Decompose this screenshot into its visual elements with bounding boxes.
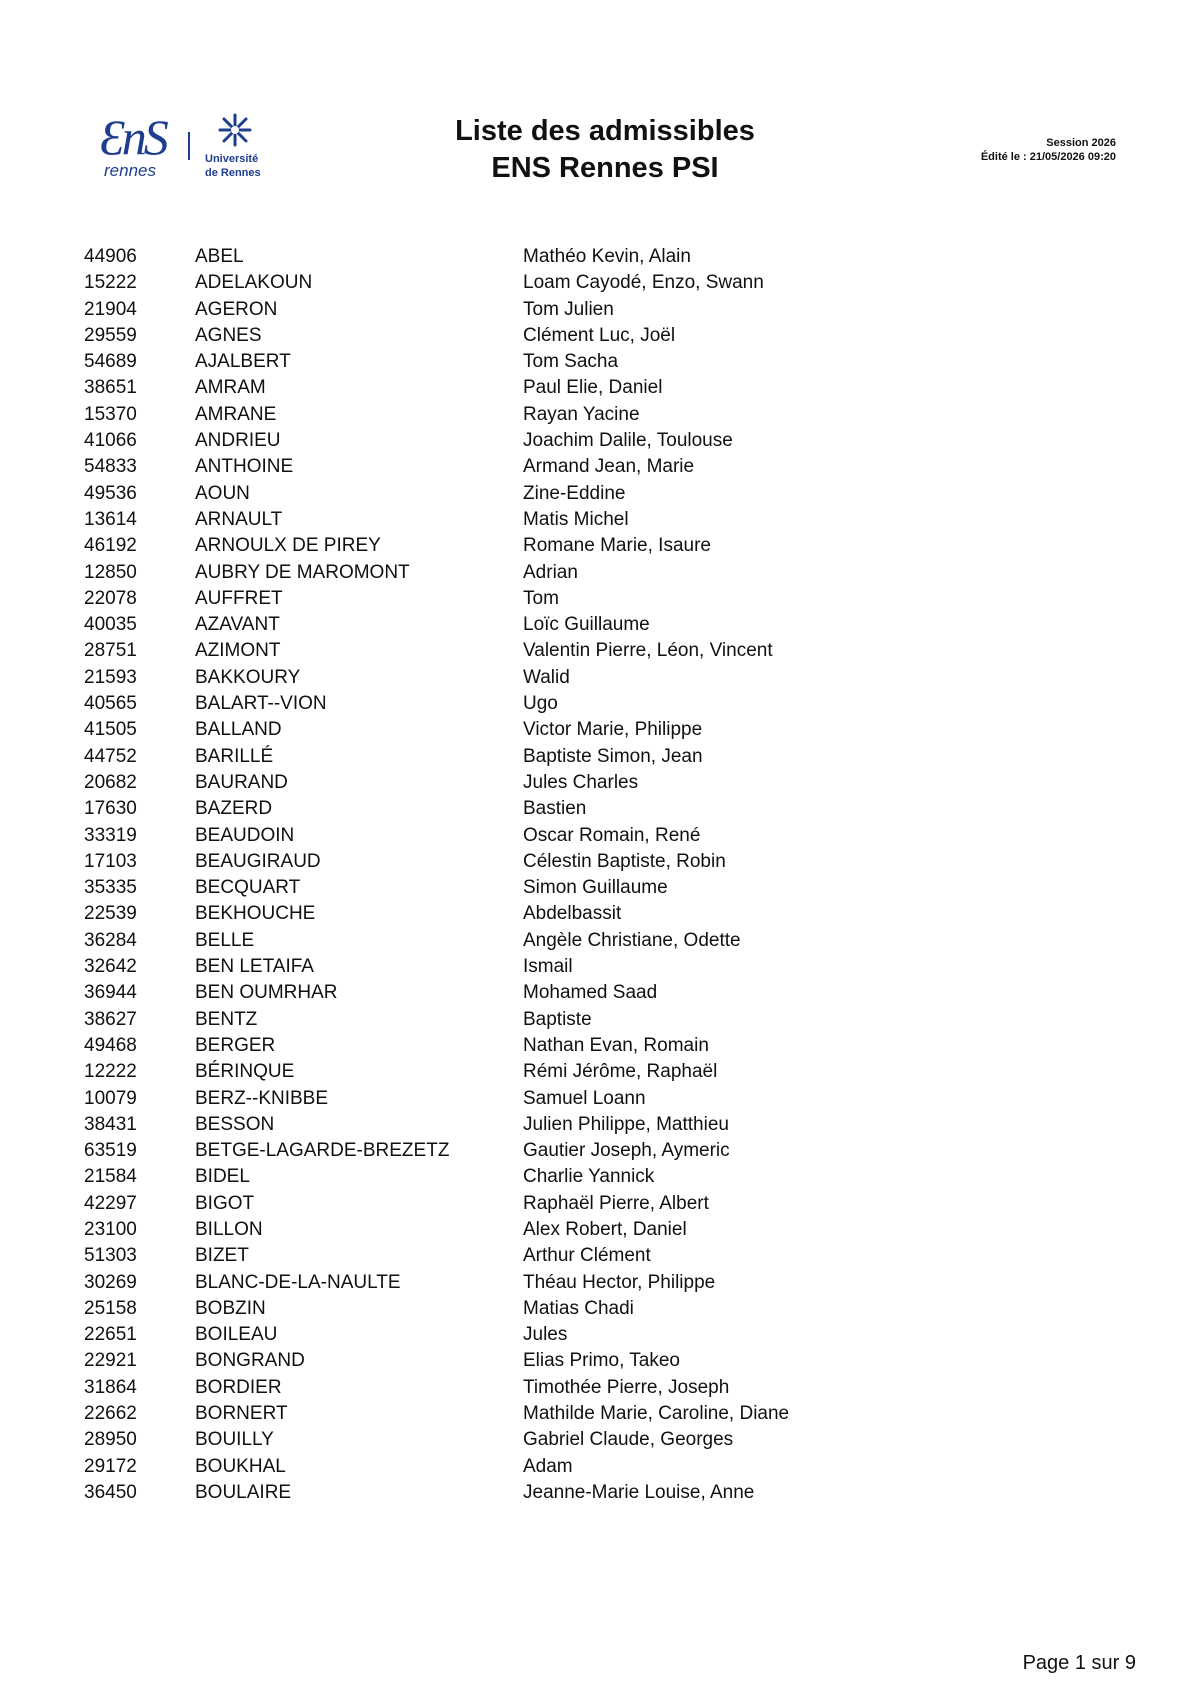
document-header [0, 0, 1200, 230]
candidate-firstnames: Valentin Pierre, Léon, Vincent [523, 640, 773, 662]
list-item [84, 612, 1124, 638]
candidate-surname: BIZET [195, 1245, 249, 1267]
list-item [84, 1138, 1124, 1164]
list-item [84, 980, 1124, 1006]
candidate-number: 22651 [84, 1324, 137, 1346]
list-item [84, 1270, 1124, 1296]
candidate-number: 17630 [84, 798, 137, 820]
candidate-surname: BETGE-LAGARDE-BREZETZ [195, 1140, 450, 1162]
list-item [84, 823, 1124, 849]
candidate-surname: AZIMONT [195, 640, 281, 662]
university-name-line2: de Rennes [205, 167, 261, 179]
candidate-surname: AZAVANT [195, 614, 280, 636]
list-item [84, 928, 1124, 954]
candidate-number: 23100 [84, 1218, 137, 1240]
candidate-firstnames: Abdelbassit [523, 903, 622, 925]
candidate-firstnames: Alex Robert, Daniel [523, 1218, 687, 1240]
ens-rennes-logo [100, 109, 172, 182]
candidate-firstnames: Joachim Dalile, Toulouse [523, 430, 733, 452]
list-item [84, 1112, 1124, 1138]
universite-rennes-logo [203, 112, 273, 182]
candidate-surname: BOBZIN [195, 1297, 266, 1319]
candidate-number: 21584 [84, 1166, 137, 1188]
list-item [84, 875, 1124, 901]
candidate-firstnames: Loïc Guillaume [523, 614, 650, 636]
list-item [84, 349, 1124, 375]
candidate-firstnames: Adam [523, 1455, 573, 1477]
list-item [84, 901, 1124, 927]
candidate-number: 21904 [84, 298, 137, 320]
candidate-number: 49536 [84, 482, 137, 504]
candidate-number: 12222 [84, 1061, 137, 1083]
list-item [84, 1375, 1124, 1401]
list-item [84, 1007, 1124, 1033]
session-label: Session 2026 [1046, 137, 1116, 149]
candidate-number: 32642 [84, 956, 137, 978]
list-item [84, 1059, 1124, 1085]
list-item [84, 1191, 1124, 1217]
list-item [84, 717, 1124, 743]
candidate-number: 13614 [84, 508, 137, 530]
candidate-number: 38431 [84, 1113, 137, 1135]
candidate-number: 46192 [84, 535, 137, 557]
candidate-surname: BOUILLY [195, 1429, 274, 1451]
ens-logo-word: rennes [104, 161, 156, 180]
candidate-surname: ANDRIEU [195, 430, 281, 452]
candidate-number: 54833 [84, 456, 137, 478]
candidate-surname: ADELAKOUN [195, 272, 313, 294]
candidate-number: 44906 [84, 246, 137, 267]
candidate-firstnames: Tom Julien [523, 298, 614, 320]
candidate-number: 63519 [84, 1140, 137, 1162]
edited-date: Édité le : 21/05/2026 09:20 [980, 151, 1116, 163]
candidate-surname: BERZ--KNIBBE [195, 1087, 329, 1109]
list-item [84, 744, 1124, 770]
candidate-number: 29559 [84, 324, 137, 346]
list-item [84, 796, 1124, 822]
candidate-surname: BEAUDOIN [195, 824, 295, 846]
candidate-number: 36284 [84, 929, 137, 951]
candidate-firstnames: Mohamed Saad [523, 982, 658, 1004]
candidate-number: 44752 [84, 745, 137, 767]
candidate-firstnames: Mathéo Kevin, Alain [523, 246, 691, 267]
candidate-firstnames: Rémi Jérôme, Raphaël [523, 1061, 718, 1083]
list-item [84, 244, 1124, 270]
candidate-firstnames: Romane Marie, Isaure [523, 535, 711, 557]
candidate-surname: BENTZ [195, 1008, 258, 1030]
candidate-surname: BEKHOUCHE [195, 903, 316, 925]
candidate-number: 22078 [84, 587, 137, 609]
candidate-firstnames: Charlie Yannick [523, 1166, 655, 1188]
candidate-surname: BLANC-DE-LA-NAULTE [195, 1271, 401, 1293]
list-item [84, 270, 1124, 296]
candidate-surname: BEN OUMRHAR [195, 982, 338, 1004]
list-item [84, 1454, 1124, 1480]
candidate-firstnames: Jeanne-Marie Louise, Anne [523, 1481, 755, 1503]
title-line-2: ENS Rennes PSI [491, 152, 719, 184]
candidate-number: 28950 [84, 1429, 137, 1451]
candidate-firstnames: Baptiste Simon, Jean [523, 745, 703, 767]
candidate-surname: AJALBERT [195, 351, 291, 373]
list-item [84, 454, 1124, 480]
candidate-number: 49468 [84, 1034, 137, 1056]
candidate-firstnames: Jules [523, 1324, 568, 1346]
candidate-surname: BIGOT [195, 1192, 255, 1214]
list-item [84, 586, 1124, 612]
candidate-number: 54689 [84, 351, 137, 373]
candidate-firstnames: Elias Primo, Takeo [523, 1350, 680, 1372]
candidate-firstnames: Matis Michel [523, 508, 629, 530]
list-item [84, 375, 1124, 401]
candidate-number: 15222 [84, 272, 137, 294]
candidate-surname: AGERON [195, 298, 278, 320]
candidate-number: 22921 [84, 1350, 137, 1372]
candidate-surname: BONGRAND [195, 1350, 305, 1372]
candidate-number: 35335 [84, 877, 137, 899]
university-emblem-icon [215, 112, 255, 148]
candidate-surname: BARILLÉ [195, 745, 274, 767]
candidate-firstnames: Victor Marie, Philippe [523, 719, 703, 741]
list-item [84, 1296, 1124, 1322]
candidate-number: 22662 [84, 1403, 137, 1425]
list-item [84, 1086, 1124, 1112]
candidate-number: 10079 [84, 1087, 137, 1109]
list-item [84, 1033, 1124, 1059]
candidate-surname: BELLE [195, 929, 255, 951]
candidate-firstnames: Loam Cayodé, Enzo, Swann [523, 272, 764, 294]
candidate-number: 40035 [84, 614, 137, 636]
document-meta [981, 136, 1116, 164]
candidate-surname: BEN LETAIFA [195, 956, 314, 978]
candidate-firstnames: Gautier Joseph, Aymeric [523, 1140, 730, 1162]
candidate-number: 38651 [84, 377, 137, 399]
candidate-number: 41505 [84, 719, 137, 741]
list-item [84, 954, 1124, 980]
candidate-number: 40565 [84, 693, 137, 715]
candidate-surname: BORNERT [195, 1403, 288, 1425]
candidate-surname: AUBRY DE MAROMONT [195, 561, 410, 583]
logo-separator [188, 132, 190, 160]
candidate-surname: BIDEL [195, 1166, 250, 1188]
candidate-surname: BALLAND [195, 719, 282, 741]
candidate-firstnames: Rayan Yacine [523, 403, 640, 425]
candidate-surname: BILLON [195, 1218, 263, 1240]
candidate-number: 36944 [84, 982, 137, 1004]
ens-logo-mark: ƐnS [100, 109, 166, 165]
candidate-number: 51303 [84, 1245, 137, 1267]
candidate-number: 15370 [84, 403, 137, 425]
candidate-firstnames: Baptiste [523, 1008, 592, 1030]
candidate-number: 33319 [84, 824, 137, 846]
candidate-number: 36450 [84, 1481, 137, 1503]
candidate-firstnames: Samuel Loann [523, 1087, 646, 1109]
title-line-1: Liste des admissibles [455, 115, 755, 147]
candidate-number: 29172 [84, 1455, 137, 1477]
list-item [84, 1348, 1124, 1374]
candidate-surname: AMRANE [195, 403, 277, 425]
candidate-firstnames: Julien Philippe, Matthieu [523, 1113, 729, 1135]
admissibles-list [84, 244, 1124, 1506]
candidate-firstnames: Célestin Baptiste, Robin [523, 850, 726, 872]
candidate-firstnames: Walid [523, 666, 570, 688]
list-item [84, 1480, 1124, 1506]
candidate-firstnames: Paul Elie, Daniel [523, 377, 663, 399]
candidate-firstnames: Théau Hector, Philippe [523, 1271, 716, 1293]
candidate-firstnames: Matias Chadi [523, 1297, 634, 1319]
candidate-surname: BALART--VION [195, 693, 327, 715]
candidate-firstnames: Simon Guillaume [523, 877, 668, 899]
list-item [84, 1243, 1124, 1269]
candidate-firstnames: Oscar Romain, René [523, 824, 701, 846]
candidate-surname: BESSON [195, 1113, 275, 1135]
list-item [84, 1401, 1124, 1427]
university-name-line1: Université [205, 153, 259, 165]
list-item [84, 1427, 1124, 1453]
candidate-number: 30269 [84, 1271, 137, 1293]
list-item [84, 1217, 1124, 1243]
candidate-number: 21593 [84, 666, 137, 688]
list-item [84, 428, 1124, 454]
list-item [84, 849, 1124, 875]
candidate-firstnames: Ugo [523, 693, 558, 715]
candidate-surname: ARNAULT [195, 508, 283, 530]
candidate-number: 42297 [84, 1192, 137, 1214]
list-item [84, 507, 1124, 533]
list-item [84, 481, 1124, 507]
candidate-number: 25158 [84, 1297, 137, 1319]
list-item [84, 297, 1124, 323]
candidate-firstnames: Mathilde Marie, Caroline, Diane [523, 1403, 790, 1425]
candidate-number: 20682 [84, 771, 137, 793]
list-item [84, 691, 1124, 717]
candidate-firstnames: Gabriel Claude, Georges [523, 1429, 734, 1451]
list-item [84, 560, 1124, 586]
candidate-surname: ABEL [195, 246, 244, 267]
document-title [400, 113, 810, 187]
list-item [84, 1164, 1124, 1190]
list-item [84, 323, 1124, 349]
candidate-number: 22539 [84, 903, 137, 925]
candidate-surname: ARNOULX DE PIREY [195, 535, 381, 557]
list-item [84, 665, 1124, 691]
candidate-surname: AUFFRET [195, 587, 283, 609]
candidate-surname: BÉRINQUE [195, 1061, 295, 1083]
page-number: Page 1 sur 9 [1022, 1652, 1136, 1674]
candidate-firstnames: Nathan Evan, Romain [523, 1034, 709, 1056]
candidate-surname: AGNES [195, 324, 262, 346]
candidate-surname: BOULAIRE [195, 1481, 292, 1503]
candidate-surname: BOILEAU [195, 1324, 278, 1346]
candidate-surname: BECQUART [195, 877, 301, 899]
candidate-surname: BORDIER [195, 1376, 282, 1398]
candidate-firstnames: Adrian [523, 561, 578, 583]
candidate-firstnames: Jules Charles [523, 771, 639, 793]
candidate-firstnames: Clément Luc, Joël [523, 324, 676, 346]
candidate-firstnames: Timothée Pierre, Joseph [523, 1376, 730, 1398]
candidate-firstnames: Armand Jean, Marie [523, 456, 695, 478]
candidate-firstnames: Bastien [523, 798, 587, 820]
candidate-surname: BAKKOURY [195, 666, 301, 688]
candidate-surname: AMRAM [195, 377, 266, 399]
candidate-surname: BAZERD [195, 798, 273, 820]
list-item [84, 402, 1124, 428]
candidate-number: 38627 [84, 1008, 137, 1030]
candidate-number: 17103 [84, 850, 137, 872]
candidate-surname: ANTHOINE [195, 456, 294, 478]
candidate-firstnames: Arthur Clément [523, 1245, 651, 1267]
list-item [84, 770, 1124, 796]
candidate-surname: BERGER [195, 1034, 276, 1056]
candidate-number: 28751 [84, 640, 137, 662]
candidate-firstnames: Angèle Christiane, Odette [523, 929, 741, 951]
list-item [84, 533, 1124, 559]
candidate-surname: BOUKHAL [195, 1455, 286, 1477]
candidate-number: 12850 [84, 561, 137, 583]
list-item [84, 638, 1124, 664]
candidate-firstnames: Tom Sacha [523, 351, 619, 373]
candidate-surname: AOUN [195, 482, 250, 504]
candidate-number: 31864 [84, 1376, 137, 1398]
candidate-firstnames: Raphaël Pierre, Albert [523, 1192, 709, 1214]
candidate-firstnames: Tom [523, 587, 559, 609]
candidate-surname: BAURAND [195, 771, 288, 793]
list-item [84, 1322, 1124, 1348]
candidate-surname: BEAUGIRAUD [195, 850, 321, 872]
candidate-number: 41066 [84, 430, 137, 452]
candidate-firstnames: Zine-Eddine [523, 482, 626, 504]
candidate-firstnames: Ismail [523, 956, 573, 978]
